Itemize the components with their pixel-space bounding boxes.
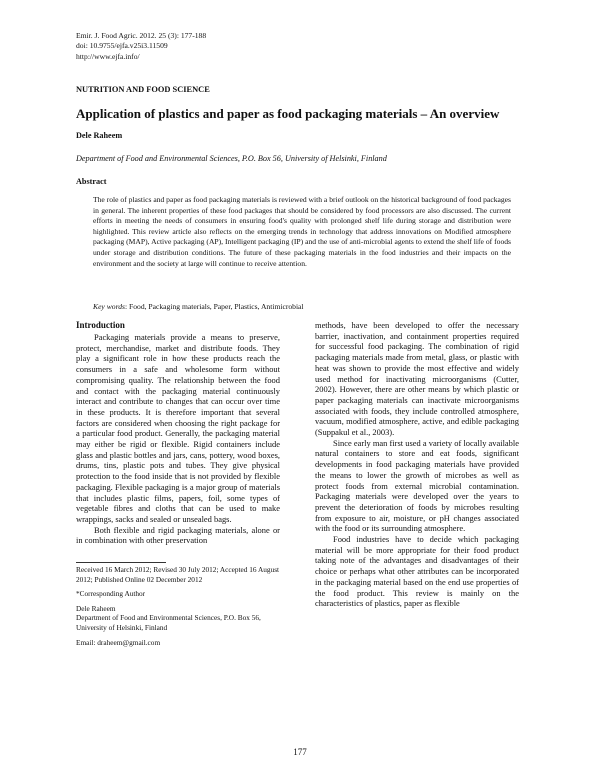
doi-text: doi: 10.9755/ejfa.v25i3.11509	[76, 41, 168, 51]
corresponding-author-email[interactable]: Email: draheem@gmail.com	[76, 637, 161, 647]
keywords-label: Key words	[93, 302, 125, 311]
author-affiliation: Department of Food and Environmental Sciences, P.O. Box 56, University of Helsinki, Finland	[76, 154, 387, 163]
introduction-heading: Introduction	[76, 320, 125, 330]
keywords	[93, 302, 511, 311]
received-dates: Received 16 March 2012; Revised 30 July 2012; Accepted 16 August 2012; Published Online 02 December 2012	[76, 565, 280, 584]
intro-paragraph-4: Food industries have to decide which packaging material will be more appropriate for their food product taking note of the advantages and disadvantages of their choice or perhaps what other attributes can be incorporated in the packaging material based on the end use properties of the food product. This review is mainly on the characteristics of plastics, paper as flexible	[315, 534, 519, 609]
left-column	[76, 320, 280, 546]
journal-url[interactable]: http://www.ejfa.info/	[76, 51, 140, 61]
footnotes	[76, 565, 286, 652]
corresponding-author-address: Department of Food and Environmental Sciences, P.O. Box 56, University of Helsinki, Finland	[76, 613, 261, 632]
page-number: 177	[293, 747, 307, 757]
right-column	[315, 320, 519, 609]
intro-paragraph-1: Packaging materials provide a means to preserve, protect, merchandise, market and distribute foods. They play a significant role in how these products reach the consumers in a safe and wholesome form without compromising quality. The relationship between the food and contact with the packaging material continuously interact and contribute to changes that can occur over time in these products. It is therefore important that several factors are considered when choosing the right package for a particular food product. Generally, the packaging material may either be rigid or flexible. Rigid containers include glass and plastic bottles and jars, cans, pottery, wood boxes, drums, tins, plastic pots and tubes. They give physical protection to the food inside that is not provided by flexible packaging. Flexible packaging is a major group of materials that includes plastic films, papers, foil, some types of vegetable fibres and cloths that can be used to make wrappings, sacks and sealed or unsealed bags.	[76, 332, 280, 524]
intro-paragraph-2: Both flexible and rigid packaging materials, alone or in combination with other preservation	[76, 524, 280, 546]
corresponding-author-name: Dele Raheem	[76, 603, 116, 613]
abstract-heading: Abstract	[76, 177, 107, 186]
paper-title: Application of plastics and paper as food packaging materials – An overview	[76, 106, 500, 121]
intro-paragraph-2-continued: methods, have been developed to offer the necessary barrier, inactivation, and containment properties required for successful food packaging. The combination of rigid packaging materials made from metal, glass, or plastic with heat was shown to provide the most effective and widely used method for inactivating microorganisms (Cutter, 2002). However, there are other means by which plastic or paper packaging materials can inactivate microorganisms associated with foods, they include controlled atmosphere, vacuum, modified atmosphere, active, and edible packaging (Suppakul et al., 2003).	[315, 320, 519, 438]
journal-header	[76, 31, 206, 62]
footnote-divider	[76, 562, 166, 563]
intro-paragraph-3: Since early man first used a variety of locally available natural containers to store and eat foods, significant developments in food packaging materials have provided the means to lower the growth of microbes as well as protect foods from external microbial contamination. Packaging materials were developed over the years to prevent the deterioration of foods by microbes resulting from exposure to air, moisture, or pH changes associated with the food or its surrounding atmosphere.	[315, 437, 519, 534]
section-label: NUTRITION AND FOOD SCIENCE	[76, 85, 210, 94]
corresponding-author-block	[76, 604, 286, 633]
author-name: Dele Raheem	[76, 131, 123, 140]
corresponding-author-label: *Corresponding Author	[76, 589, 146, 599]
journal-citation: Emir. J. Food Agric. 2012. 25 (3): 177-188	[76, 31, 207, 40]
keywords-text: : Food, Packaging materials, Paper, Plastics, Antimicrobial	[125, 302, 304, 311]
abstract-text: The role of plastics and paper as food packaging materials is reviewed with a brief outlook on the historical background of food packages in general. The inherent properties of these food packages that should be considered by food processors are also discussed. The current efforts in meeting the needs of consumers in ensuring food's quality with prolonged shelf life during storage and distribution were highlighted. This review article also reflects on the emerging trends in technology that address innovations on Modified atmosphere packaging (MAP), Active packaging (AP), Intelligent packaging (IP) and the use of anti-microbial agents to extend the shelf life of foods under storage and distribution conditions. The future of these packaging materials in the food industries and their impacts on the environment and the society at large will continue to receive attention.	[93, 195, 511, 268]
